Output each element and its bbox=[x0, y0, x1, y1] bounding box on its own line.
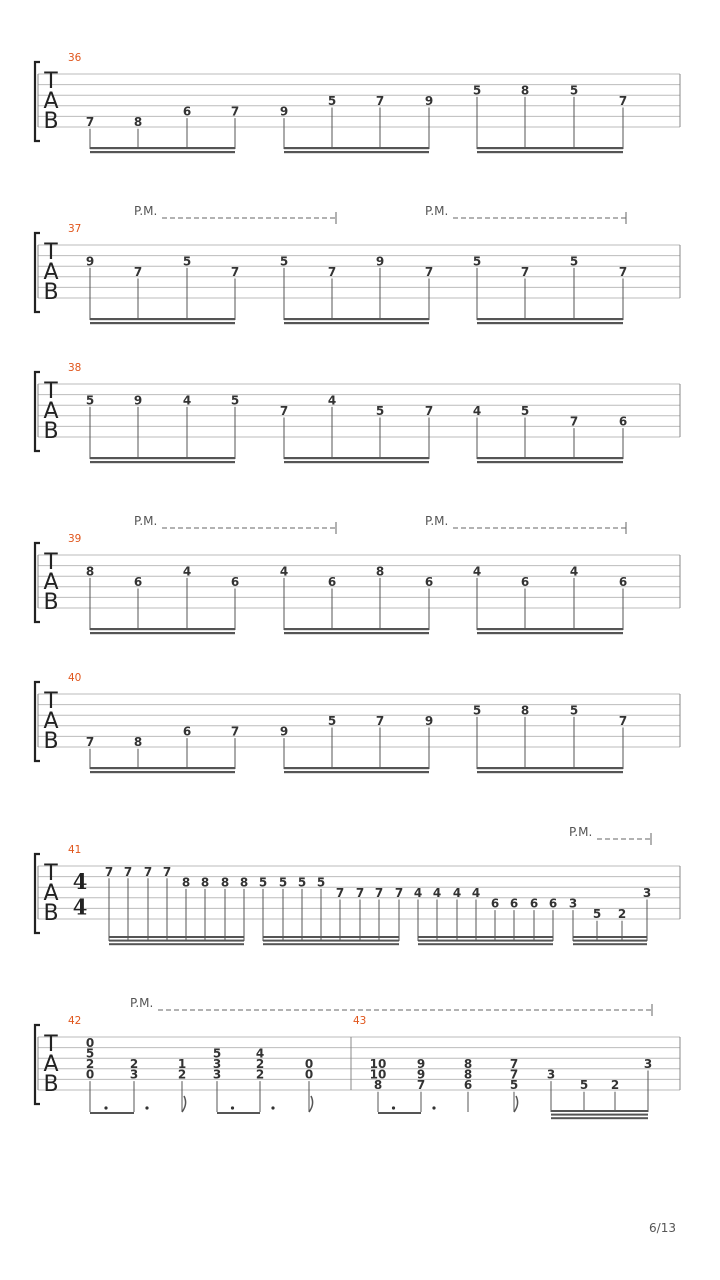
fret-number: 3 bbox=[568, 896, 578, 911]
tab-clef-letter: A bbox=[43, 89, 59, 114]
fret-number: 2 bbox=[129, 1057, 139, 1071]
tab-clef-letter: A bbox=[43, 709, 59, 734]
beam bbox=[284, 318, 429, 320]
fret-number: 5 bbox=[279, 254, 289, 269]
measure-number: 37 bbox=[68, 223, 82, 235]
fret-number: 8 bbox=[200, 875, 210, 890]
tab-clef-letter: B bbox=[43, 1072, 59, 1097]
fret-number: 8 bbox=[133, 735, 143, 750]
beam bbox=[90, 457, 235, 459]
fret-number: 7 bbox=[162, 864, 172, 879]
palm-mute-label: P.M. bbox=[134, 204, 158, 218]
note-flag bbox=[182, 1096, 186, 1112]
tab-clef-letter: T bbox=[44, 69, 58, 94]
beam bbox=[90, 767, 235, 769]
tab-clef-letter: B bbox=[43, 419, 59, 444]
fret-number: 8 bbox=[463, 1057, 473, 1071]
tab-clef-letter: A bbox=[43, 570, 59, 595]
fret-number: 9 bbox=[279, 724, 289, 739]
beam bbox=[573, 936, 647, 938]
fret-number: 0 bbox=[85, 1035, 95, 1050]
beam bbox=[90, 147, 235, 149]
fret-number: 2 bbox=[255, 1057, 265, 1071]
fret-number: 4 bbox=[472, 404, 482, 418]
fret-number: 7 bbox=[335, 886, 345, 900]
fret-number: 5 bbox=[258, 875, 268, 890]
fret-number: 6 bbox=[618, 575, 628, 589]
fret-number: 7 bbox=[618, 714, 628, 728]
fret-number: 6 bbox=[520, 575, 530, 589]
fret-number: 4 bbox=[327, 393, 337, 408]
beam bbox=[551, 1114, 648, 1116]
beam bbox=[284, 628, 429, 630]
beam bbox=[90, 1112, 134, 1114]
fret-number: 6 bbox=[230, 575, 240, 589]
beam bbox=[90, 322, 235, 324]
beam bbox=[477, 767, 623, 769]
beam bbox=[90, 318, 235, 320]
fret-number: 4 bbox=[569, 564, 579, 579]
beam bbox=[418, 936, 553, 938]
tab-clef-letter: T bbox=[44, 689, 58, 714]
beam bbox=[90, 771, 235, 773]
fret-number: 5 bbox=[212, 1046, 222, 1061]
fret-number: 7 bbox=[355, 886, 365, 900]
tab-clef-letter: A bbox=[43, 399, 59, 424]
note-flag bbox=[514, 1096, 518, 1112]
fret-number: 5 bbox=[569, 83, 579, 98]
fret-number: 9 bbox=[424, 714, 434, 728]
fret-number: 7 bbox=[618, 265, 628, 279]
fret-number: 10 bbox=[369, 1067, 387, 1082]
beam bbox=[90, 151, 235, 153]
tab-system bbox=[35, 52, 680, 153]
tab-system bbox=[35, 362, 680, 463]
fret-number: 5 bbox=[472, 83, 482, 98]
fret-number: 3 bbox=[212, 1057, 222, 1071]
fret-number: 7 bbox=[424, 265, 434, 279]
dot bbox=[392, 1106, 395, 1109]
measure-number: 36 bbox=[68, 52, 82, 64]
fret-number: 5 bbox=[579, 1078, 589, 1093]
fret-number: 0 bbox=[85, 1067, 95, 1082]
fret-number: 5 bbox=[327, 714, 337, 728]
beam bbox=[217, 1112, 260, 1114]
fret-number: 4 bbox=[279, 564, 289, 579]
beam bbox=[284, 461, 429, 463]
dot bbox=[271, 1106, 274, 1109]
fret-number: 7 bbox=[374, 886, 384, 900]
tab-clef-letter: B bbox=[43, 109, 59, 134]
fret-number: 3 bbox=[642, 886, 652, 900]
time-signature-top: 4 bbox=[72, 869, 88, 895]
beam bbox=[477, 151, 623, 153]
fret-number: 6 bbox=[424, 575, 434, 589]
measure-number: 38 bbox=[68, 362, 82, 374]
fret-number: 3 bbox=[212, 1067, 222, 1082]
beam bbox=[284, 151, 429, 153]
beam bbox=[378, 1112, 421, 1114]
beam bbox=[573, 943, 647, 945]
palm-mute-label: P.M. bbox=[130, 996, 154, 1010]
fret-number: 8 bbox=[373, 1078, 383, 1093]
fret-number: 5 bbox=[327, 94, 337, 108]
beam bbox=[90, 632, 235, 634]
tab-clef-letter: B bbox=[43, 901, 59, 926]
page-number: 6/13 bbox=[649, 1221, 676, 1235]
fret-number: 7 bbox=[230, 265, 240, 279]
tab-clef-letter: T bbox=[44, 550, 58, 575]
fret-number: 7 bbox=[104, 864, 114, 879]
fret-number: 9 bbox=[416, 1057, 426, 1071]
fret-number: 0 bbox=[304, 1057, 314, 1071]
fret-number: 6 bbox=[529, 896, 539, 911]
fret-number: 9 bbox=[133, 393, 143, 408]
beam bbox=[573, 940, 647, 942]
fret-number: 5 bbox=[569, 254, 579, 269]
tab-clef-letter: B bbox=[43, 590, 59, 615]
fret-number: 9 bbox=[85, 254, 95, 269]
beam bbox=[90, 461, 235, 463]
fret-number: 8 bbox=[181, 875, 191, 890]
fret-number: 9 bbox=[279, 104, 289, 119]
beam bbox=[477, 461, 623, 463]
fret-number: 7 bbox=[327, 265, 337, 279]
fret-number: 7 bbox=[133, 265, 143, 279]
fret-number: 5 bbox=[297, 875, 307, 890]
beam bbox=[418, 943, 553, 945]
fret-number: 8 bbox=[239, 875, 249, 890]
fret-number: 10 bbox=[369, 1057, 387, 1071]
fret-number: 5 bbox=[472, 254, 482, 269]
tab-clef-letter: B bbox=[43, 729, 59, 754]
fret-number: 5 bbox=[278, 875, 288, 890]
dot bbox=[231, 1106, 234, 1109]
fret-number: 7 bbox=[85, 115, 95, 130]
beam bbox=[284, 632, 429, 634]
fret-number: 2 bbox=[177, 1067, 187, 1082]
fret-number: 5 bbox=[472, 703, 482, 718]
beam bbox=[109, 936, 244, 938]
fret-number: 6 bbox=[463, 1078, 473, 1093]
fret-number: 7 bbox=[509, 1067, 519, 1082]
fret-number: 7 bbox=[509, 1057, 519, 1071]
fret-number: 8 bbox=[133, 115, 143, 130]
palm-mute-label: P.M. bbox=[134, 514, 158, 528]
tab-system bbox=[35, 996, 680, 1119]
measure-number: 39 bbox=[68, 533, 82, 545]
fret-number: 6 bbox=[327, 575, 337, 589]
palm-mute-label: P.M. bbox=[425, 514, 449, 528]
fret-number: 7 bbox=[416, 1078, 426, 1093]
fret-number: 4 bbox=[452, 886, 462, 900]
fret-number: 7 bbox=[123, 864, 133, 879]
beam bbox=[284, 771, 429, 773]
fret-number: 4 bbox=[182, 393, 192, 408]
beam bbox=[477, 771, 623, 773]
fret-number: 5 bbox=[509, 1078, 519, 1093]
fret-number: 2 bbox=[610, 1078, 620, 1093]
fret-number: 5 bbox=[85, 1046, 95, 1061]
fret-number: 7 bbox=[279, 404, 289, 418]
fret-number: 5 bbox=[592, 907, 602, 922]
dot bbox=[432, 1106, 435, 1109]
beam bbox=[263, 940, 399, 942]
tab-system bbox=[35, 514, 680, 634]
fret-number: 7 bbox=[618, 94, 628, 108]
fret-number: 2 bbox=[85, 1057, 95, 1071]
fret-number: 5 bbox=[569, 703, 579, 718]
beam bbox=[477, 628, 623, 630]
fret-number: 6 bbox=[182, 104, 192, 119]
fret-number: 5 bbox=[85, 393, 95, 408]
beam bbox=[477, 147, 623, 149]
beam bbox=[109, 940, 244, 942]
fret-number: 0 bbox=[304, 1067, 314, 1082]
measure-number: 40 bbox=[68, 672, 82, 684]
beam bbox=[263, 943, 399, 945]
note-flag bbox=[309, 1096, 313, 1112]
fret-number: 4 bbox=[472, 564, 482, 579]
fret-number: 7 bbox=[424, 404, 434, 418]
beam bbox=[284, 767, 429, 769]
fret-number: 6 bbox=[182, 724, 192, 739]
tab-clef-letter: T bbox=[44, 861, 58, 886]
fret-number: 7 bbox=[520, 265, 530, 279]
beam bbox=[418, 940, 553, 942]
fret-number: 8 bbox=[463, 1067, 473, 1082]
fret-number: 7 bbox=[375, 714, 385, 728]
fret-number: 6 bbox=[618, 414, 628, 429]
fret-number: 6 bbox=[133, 575, 143, 589]
fret-number: 4 bbox=[432, 886, 442, 900]
fret-number: 5 bbox=[230, 393, 240, 408]
fret-number: 8 bbox=[85, 564, 95, 579]
fret-number: 7 bbox=[394, 886, 404, 900]
fret-number: 2 bbox=[617, 907, 627, 922]
tab-system bbox=[35, 672, 680, 773]
tab-system bbox=[35, 204, 680, 324]
fret-number: 7 bbox=[230, 724, 240, 739]
beam bbox=[477, 322, 623, 324]
tab-system bbox=[35, 825, 680, 945]
tab-clef-letter: A bbox=[43, 1052, 59, 1077]
dot bbox=[104, 1106, 107, 1109]
tab-clef-letter: A bbox=[43, 260, 59, 285]
beam bbox=[284, 457, 429, 459]
palm-mute-label: P.M. bbox=[569, 825, 593, 839]
fret-number: 9 bbox=[416, 1067, 426, 1082]
tab-clef-letter: A bbox=[43, 881, 59, 906]
fret-number: 9 bbox=[375, 254, 385, 269]
fret-number: 8 bbox=[520, 703, 530, 718]
dot bbox=[145, 1106, 148, 1109]
beam bbox=[109, 943, 244, 945]
fret-number: 8 bbox=[220, 875, 230, 890]
fret-number: 3 bbox=[129, 1067, 139, 1082]
beam bbox=[284, 147, 429, 149]
measure-number: 43 bbox=[353, 1015, 367, 1027]
fret-number: 9 bbox=[424, 94, 434, 108]
fret-number: 5 bbox=[182, 254, 192, 269]
measure-number: 42 bbox=[68, 1015, 82, 1027]
beam bbox=[551, 1117, 648, 1119]
tab-clef-letter: T bbox=[44, 240, 58, 265]
time-signature-bottom: 4 bbox=[72, 894, 88, 920]
fret-number: 6 bbox=[548, 896, 558, 911]
fret-number: 7 bbox=[143, 864, 153, 879]
tab-clef-letter: T bbox=[44, 1032, 58, 1057]
beam bbox=[551, 1110, 648, 1112]
fret-number: 4 bbox=[471, 886, 481, 900]
fret-number: 7 bbox=[230, 104, 240, 119]
tab-clef-letter: B bbox=[43, 280, 59, 305]
fret-number: 1 bbox=[177, 1057, 187, 1071]
fret-number: 2 bbox=[255, 1067, 265, 1082]
fret-number: 5 bbox=[316, 875, 326, 890]
fret-number: 6 bbox=[509, 896, 519, 911]
beam bbox=[477, 318, 623, 320]
fret-number: 4 bbox=[182, 564, 192, 579]
fret-number: 7 bbox=[375, 94, 385, 108]
beam bbox=[284, 322, 429, 324]
fret-number: 4 bbox=[413, 886, 423, 900]
palm-mute-label: P.M. bbox=[425, 204, 449, 218]
fret-number: 4 bbox=[255, 1046, 265, 1061]
fret-number: 5 bbox=[375, 404, 385, 418]
fret-number: 5 bbox=[520, 404, 530, 418]
fret-number: 3 bbox=[546, 1067, 556, 1082]
beam bbox=[477, 632, 623, 634]
fret-number: 3 bbox=[643, 1057, 653, 1071]
beam bbox=[263, 936, 399, 938]
fret-number: 8 bbox=[375, 564, 385, 579]
tab-clef-letter: T bbox=[44, 379, 58, 404]
beam bbox=[90, 628, 235, 630]
beam bbox=[477, 457, 623, 459]
fret-number: 8 bbox=[520, 83, 530, 98]
fret-number: 7 bbox=[85, 735, 95, 750]
fret-number: 7 bbox=[569, 414, 579, 429]
measure-number: 41 bbox=[68, 844, 82, 856]
fret-number: 6 bbox=[490, 896, 500, 911]
